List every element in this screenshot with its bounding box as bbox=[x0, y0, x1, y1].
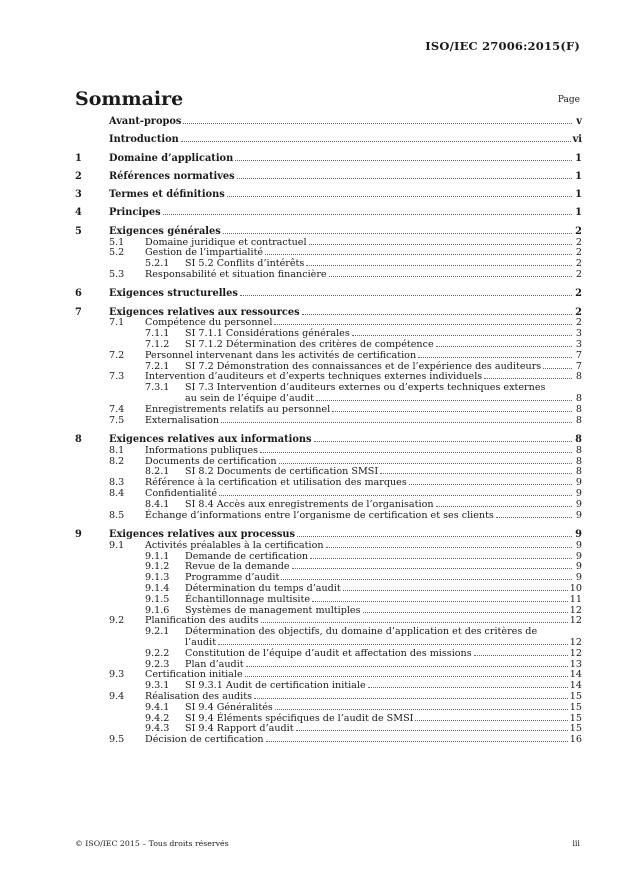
toc-entry-page: 15 bbox=[569, 712, 582, 724]
toc-entry-title: SI 9.4 Rapport d’audit bbox=[185, 723, 294, 735]
toc-entry-page: 9 bbox=[575, 572, 582, 584]
toc-entry-page: 8 bbox=[575, 466, 582, 478]
toc-entry-number: 6 bbox=[75, 288, 82, 300]
toc-dot-leader bbox=[281, 579, 572, 580]
toc-dot-leader bbox=[316, 400, 572, 401]
toc-entry-page: 8 bbox=[575, 444, 582, 456]
toc-entry[interactable] bbox=[75, 172, 582, 183]
toc-entry-page: 14 bbox=[569, 669, 582, 681]
toc-entry-number: 9.2.1 bbox=[145, 626, 170, 638]
toc-entry-title: Exigences relatives aux ressources bbox=[109, 306, 300, 318]
toc-dot-leader bbox=[219, 495, 572, 496]
toc-entry-number: 7.3 bbox=[109, 371, 125, 383]
toc-entry-page: 7 bbox=[575, 360, 582, 372]
toc-entry-title: Détermination du temps d’audit bbox=[185, 582, 341, 594]
toc-entry-page: 10 bbox=[569, 582, 582, 594]
toc-entry-title: Gestion de l’impartialité bbox=[145, 247, 264, 259]
toc-entry-number: 5.2 bbox=[109, 247, 125, 259]
toc-entry-title: SI 9.3.1 Audit de certification initiale bbox=[185, 680, 366, 692]
toc-dot-leader bbox=[246, 666, 568, 667]
toc-entry-page: 3 bbox=[575, 328, 582, 340]
toc-entry-page: 2 bbox=[575, 258, 582, 270]
toc-entry[interactable] bbox=[75, 405, 582, 416]
toc-entry-page: 8 bbox=[575, 414, 582, 426]
toc-entry-page: 1 bbox=[575, 170, 582, 182]
toc-entry[interactable] bbox=[75, 416, 582, 427]
toc-entry-number: 9.5 bbox=[109, 734, 125, 746]
toc-dot-leader bbox=[265, 254, 572, 255]
toc-entry-title: SI 9.4 Généralités bbox=[185, 701, 273, 713]
toc-entry-page: v bbox=[576, 116, 582, 127]
toc-entry-number: 9.2.3 bbox=[145, 658, 170, 670]
toc-entry-title: SI 5.2 Conflits d’intérêts bbox=[185, 258, 305, 270]
toc-dot-leader bbox=[235, 160, 572, 161]
toc-entry-title: Confidentialité bbox=[145, 488, 218, 499]
toc-dot-leader bbox=[183, 123, 572, 124]
toc-entry-page: 8 bbox=[575, 434, 582, 446]
toc-entry-number: 5.2.1 bbox=[145, 258, 170, 270]
toc-entry-number: 9.1.2 bbox=[145, 561, 170, 573]
toc-entry-title: Décision de certification bbox=[145, 734, 264, 746]
copyright-notice: © ISO/IEC 2015 – Tous droits réservés bbox=[75, 839, 229, 848]
toc-entry-page: 9 bbox=[575, 561, 582, 573]
toc-entry-number: 9.1.5 bbox=[145, 593, 170, 605]
toc-dot-leader bbox=[363, 612, 568, 613]
toc-entry-title: Principes bbox=[109, 207, 161, 219]
toc-dot-leader bbox=[181, 141, 571, 142]
toc-entry[interactable] bbox=[75, 541, 582, 552]
toc-dot-leader bbox=[297, 536, 572, 537]
toc-dot-leader bbox=[332, 411, 572, 412]
toc-entry-title: SI 7.2 Démonstration des connaissances et de l’expérience des auditeurs bbox=[185, 360, 542, 372]
toc-entry-number: 4 bbox=[75, 207, 82, 219]
toc-dot-leader bbox=[274, 324, 572, 325]
toc-entry-title: Avant-propos bbox=[109, 116, 182, 127]
toc-entry[interactable] bbox=[75, 135, 582, 146]
toc-dot-leader bbox=[310, 558, 572, 559]
toc-dot-leader bbox=[227, 196, 572, 197]
toc-entry-number: 9.4.1 bbox=[145, 701, 170, 713]
toc-dot-leader bbox=[296, 730, 568, 731]
toc-entry[interactable] bbox=[75, 190, 582, 201]
toc-entry[interactable] bbox=[75, 446, 582, 457]
toc-entry-page: 2 bbox=[575, 225, 582, 237]
toc-entry-number: 9.1.1 bbox=[145, 550, 170, 562]
toc-entry-title: Externalisation bbox=[145, 414, 220, 426]
toc-entry-title: SI 7.1.1 Considérations générales bbox=[185, 328, 350, 340]
toc-entry-page: 12 bbox=[569, 636, 582, 648]
toc-dot-leader bbox=[329, 276, 572, 277]
toc-dot-leader bbox=[261, 622, 568, 623]
toc-entry-page: 15 bbox=[569, 701, 582, 713]
toc-entry-page: 2 bbox=[575, 306, 582, 318]
toc-entry-title: Enregistrements relatifs au personnel bbox=[145, 403, 331, 415]
toc-entry-number: 8.3 bbox=[109, 477, 125, 489]
toc-entry-number: 7 bbox=[75, 306, 82, 318]
toc-entry-number: 7.5 bbox=[109, 414, 125, 426]
toc-entry-number: 7.4 bbox=[109, 403, 125, 415]
toc-entry-number: 7.2.1 bbox=[145, 360, 170, 372]
toc-entry[interactable] bbox=[75, 227, 582, 238]
toc-entry-number: 9 bbox=[75, 528, 82, 540]
toc-entry-title: Systèmes de management multiples bbox=[185, 604, 361, 616]
toc-entry-page: 9 bbox=[575, 528, 582, 540]
toc-entry[interactable] bbox=[75, 627, 582, 638]
toc-entry-page: 2 bbox=[575, 317, 582, 329]
toc-entry-page: 2 bbox=[575, 247, 582, 259]
toc-dot-leader bbox=[218, 644, 568, 645]
toc-entry-page: 2 bbox=[575, 288, 582, 300]
toc-entry-page: 8 bbox=[575, 393, 582, 405]
toc-entry-page: 9 bbox=[575, 550, 582, 562]
toc-dot-leader bbox=[306, 265, 572, 266]
toc-entry-number: 9.3.1 bbox=[145, 680, 170, 692]
toc-entry-page: 9 bbox=[575, 498, 582, 510]
toc-entry-number: 7.1 bbox=[109, 317, 125, 329]
toc-dot-leader bbox=[314, 441, 572, 442]
toc-entry-page: 16 bbox=[569, 734, 582, 746]
toc-entry-page: 12 bbox=[569, 604, 582, 616]
toc-dot-leader bbox=[254, 698, 568, 699]
toc-entry-page: 9 bbox=[575, 509, 582, 521]
page-number: iii bbox=[572, 839, 580, 848]
toc-entry-title: SI 7.1.2 Détermination des critères de compétence bbox=[185, 339, 434, 351]
toc-entry-title: Références normatives bbox=[109, 170, 235, 182]
toc-entry-number: 8.1 bbox=[109, 444, 125, 456]
toc-entry-number: 9.1.4 bbox=[145, 582, 170, 594]
toc-dot-leader bbox=[302, 314, 572, 315]
toc-entry-title: Constitution de l’équipe d’audit et affectation des missions bbox=[185, 647, 472, 659]
toc-entry-number: 9.4 bbox=[109, 690, 125, 702]
toc-entry-page: 2 bbox=[575, 236, 582, 248]
table-of-contents bbox=[75, 117, 582, 746]
toc-entry-title: Programme d’audit bbox=[185, 572, 280, 584]
toc-entry-title: Introduction bbox=[109, 134, 179, 146]
toc-dot-leader bbox=[409, 484, 572, 485]
toc-dot-leader bbox=[484, 378, 572, 379]
toc-entry-title: Intervention d’auditeurs et d’experts techniques externes individuels bbox=[145, 371, 483, 383]
toc-entry-title: Exigences structurelles bbox=[109, 288, 238, 300]
toc-entry-number: 9.3 bbox=[109, 669, 125, 681]
toc-entry-page: 8 bbox=[575, 371, 582, 383]
toc-entry-page: 1 bbox=[575, 152, 582, 164]
toc-dot-leader bbox=[543, 368, 572, 369]
toc-entry-title: Revue de la demande bbox=[185, 561, 290, 573]
standard-reference: ISO/IEC 27006:2015(F) bbox=[425, 39, 580, 53]
toc-entry-page: 9 bbox=[575, 477, 582, 489]
toc-entry-title: SI 9.4 Éléments spécifiques de l’audit de SMSI bbox=[185, 712, 414, 724]
toc-entry[interactable] bbox=[75, 500, 582, 511]
toc-entry-title: Termes et définitions bbox=[109, 189, 225, 201]
toc-dot-leader bbox=[279, 463, 572, 464]
page-title: Sommaire bbox=[75, 88, 184, 110]
toc-entry-page: 3 bbox=[575, 339, 582, 351]
toc-entry-number: 9.1.6 bbox=[145, 604, 170, 616]
toc-entry-page: 2 bbox=[575, 268, 582, 280]
toc-entry-title: Activités préalables à la certification bbox=[145, 539, 324, 551]
toc-entry-title: Compétence du personnel bbox=[145, 317, 273, 329]
toc-entry-number: 8.2 bbox=[109, 455, 125, 467]
toc-dot-leader bbox=[223, 233, 572, 234]
toc-dot-leader bbox=[415, 720, 567, 721]
toc-entry-title: Exigences générales bbox=[109, 225, 221, 237]
toc-entry-page: 7 bbox=[575, 349, 582, 361]
toc-entry-number: 7.3.1 bbox=[145, 382, 170, 394]
toc-entry-title: Personnel intervenant dans les activités de certification bbox=[145, 349, 417, 361]
toc-entry-number: 1 bbox=[75, 152, 82, 164]
toc-entry-title: Référence à la certification et utilisation des marques bbox=[145, 477, 407, 489]
toc-entry-number: 8.4.1 bbox=[145, 498, 170, 510]
page-column-label: Page bbox=[557, 95, 580, 105]
toc-entry-page: 12 bbox=[569, 615, 582, 627]
toc-dot-leader bbox=[292, 568, 572, 569]
toc-entry-title: SI 8.4 Accès aux enregistrements de l’organisation bbox=[185, 498, 434, 510]
toc-entry[interactable] bbox=[75, 735, 582, 746]
toc-entry-title: Responsabilité et situation financière bbox=[145, 268, 327, 280]
toc-entry-title: au sein de l’équipe d’audit bbox=[185, 393, 314, 405]
toc-entry[interactable] bbox=[75, 208, 582, 219]
toc-entry[interactable] bbox=[75, 289, 582, 300]
toc-entry[interactable] bbox=[75, 383, 582, 394]
toc-entry-title: SI 8.2 Documents de certification SMSI bbox=[185, 466, 379, 478]
toc-entry-title: Exigences relatives aux informations bbox=[109, 434, 312, 446]
toc-entry[interactable] bbox=[75, 270, 582, 281]
toc-entry-page: 12 bbox=[569, 647, 582, 659]
toc-dot-leader bbox=[380, 473, 572, 474]
toc-entry-page: 1 bbox=[575, 207, 582, 219]
toc-entry[interactable] bbox=[75, 595, 582, 606]
toc-dot-leader bbox=[368, 687, 568, 688]
toc-entry-title: Certification initiale bbox=[145, 669, 243, 681]
toc-entry-title: Planification des audits bbox=[145, 615, 259, 627]
toc-dot-leader bbox=[436, 506, 572, 507]
toc-entry-number: 9.2.2 bbox=[145, 647, 170, 659]
toc-entry-title: Documents de certification bbox=[145, 455, 277, 467]
toc-dot-leader bbox=[266, 741, 568, 742]
toc-entry-title: Détermination des objectifs, du domaine d’application et des critères de bbox=[185, 626, 538, 638]
toc-entry-page: 11 bbox=[569, 593, 582, 605]
toc-entry-number: 5.1 bbox=[109, 236, 125, 248]
toc-entry-title: Réalisation des audits bbox=[145, 690, 253, 702]
toc-entry-title: Échange d’informations entre l’organisme de certification et ses clients bbox=[145, 509, 494, 521]
toc-entry-number: 9.2 bbox=[109, 615, 125, 627]
toc-entry-number: 7.1.1 bbox=[145, 328, 170, 340]
toc-dot-leader bbox=[474, 655, 568, 656]
toc-entry-number: 5.3 bbox=[109, 268, 125, 280]
toc-entry-title: Demande de certification bbox=[185, 550, 309, 562]
toc-entry-number: 3 bbox=[75, 189, 82, 201]
toc-entry-number: 7.2 bbox=[109, 349, 125, 361]
toc-entry[interactable] bbox=[75, 511, 582, 522]
toc-dot-leader bbox=[312, 601, 568, 602]
toc-entry-number: 9.1 bbox=[109, 539, 125, 551]
toc-dot-leader bbox=[418, 357, 572, 358]
toc-entry-page: 15 bbox=[569, 690, 582, 702]
toc-entry-number: 9.1.3 bbox=[145, 572, 170, 584]
toc-dot-leader bbox=[237, 178, 572, 179]
toc-dot-leader bbox=[240, 295, 572, 296]
toc-dot-leader bbox=[163, 214, 572, 215]
toc-entry-page: vi bbox=[572, 134, 582, 146]
toc-entry-title: Domaine d’application bbox=[109, 152, 234, 164]
toc-entry-number: 8.4 bbox=[109, 488, 125, 499]
toc-dot-leader bbox=[326, 547, 572, 548]
toc-entry-title: l’audit bbox=[185, 636, 217, 648]
toc-entry-title: Plan d’audit bbox=[185, 658, 244, 670]
toc-entry-page: 9 bbox=[575, 488, 582, 499]
toc-entry-page: 8 bbox=[575, 403, 582, 415]
toc-entry-number: 9.4.2 bbox=[145, 712, 170, 724]
toc-entry-number: 8.2.1 bbox=[145, 466, 170, 478]
toc-dot-leader bbox=[275, 709, 568, 710]
toc-entry-title: SI 7.3 Intervention d’auditeurs externes ou d’experts techniques externes bbox=[185, 382, 546, 394]
toc-entry-page: 8 bbox=[575, 455, 582, 467]
toc-entry-page: 1 bbox=[575, 189, 582, 201]
toc-dot-leader bbox=[221, 422, 572, 423]
toc-entry-number: 8 bbox=[75, 434, 82, 446]
toc-entry-page: 14 bbox=[569, 680, 582, 692]
toc-entry-number: 9.4.3 bbox=[145, 723, 170, 735]
toc-entry-page: 9 bbox=[575, 539, 582, 551]
toc-entry-number: 7.1.2 bbox=[145, 339, 170, 351]
toc-entry-page: 15 bbox=[569, 723, 582, 735]
toc-entry-title: Domaine juridique et contractuel bbox=[145, 236, 307, 248]
toc-entry[interactable] bbox=[75, 649, 582, 660]
toc-entry-number: 8.5 bbox=[109, 509, 125, 521]
toc-dot-leader bbox=[343, 590, 568, 591]
toc-entry-title: Exigences relatives aux processus bbox=[109, 528, 296, 540]
toc-dot-leader bbox=[260, 452, 572, 453]
toc-entry-number: 2 bbox=[75, 170, 82, 182]
toc-dot-leader bbox=[496, 517, 572, 518]
toc-entry-page: 13 bbox=[569, 658, 582, 670]
toc-entry[interactable] bbox=[75, 703, 582, 714]
toc-entry[interactable] bbox=[75, 154, 582, 165]
toc-entry-title: Informations publiques bbox=[145, 444, 259, 456]
toc-entry-title: Échantillonnage multisite bbox=[185, 593, 311, 605]
toc-entry-number: 5 bbox=[75, 225, 82, 237]
toc-entry[interactable] bbox=[75, 117, 582, 128]
toc-dot-leader bbox=[352, 335, 572, 336]
toc-dot-leader bbox=[245, 676, 568, 677]
toc-dot-leader bbox=[436, 346, 572, 347]
toc-dot-leader bbox=[309, 244, 572, 245]
